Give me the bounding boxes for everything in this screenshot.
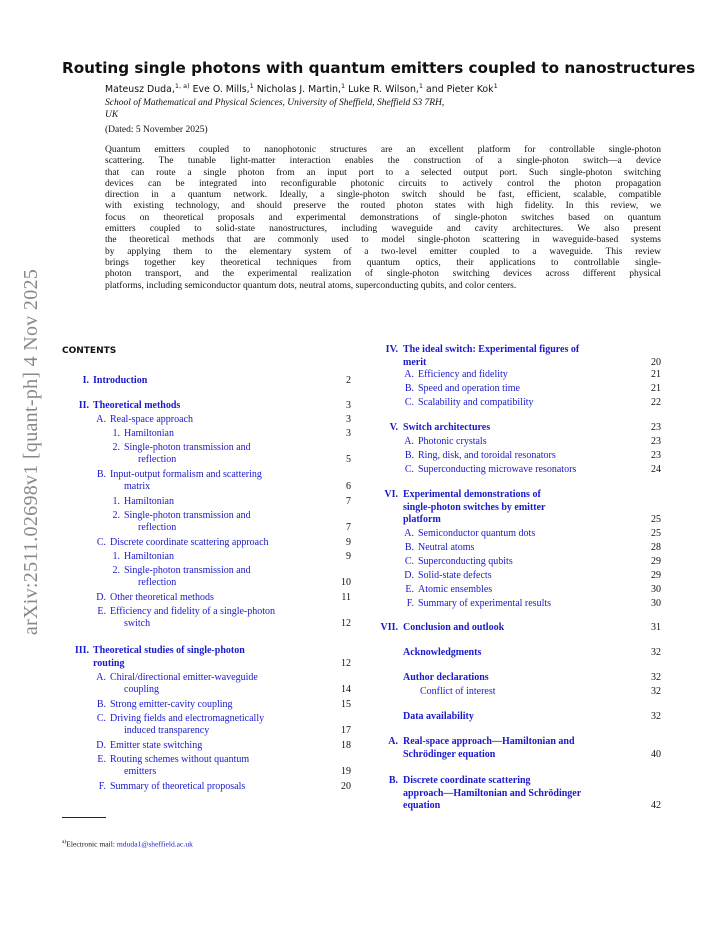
abstract-line: by applying them to the elementary system of a two-level emitter coupled to a waveguide. This review [105, 246, 661, 257]
toc-entry-title[interactable]: Input-output formalism and scattering [110, 469, 262, 480]
toc-entry-title[interactable]: reflection [138, 454, 177, 465]
toc-entry-title[interactable]: merit [403, 356, 427, 368]
toc-entry-number[interactable]: B. [404, 450, 414, 461]
toc-page-number: 20 [341, 781, 351, 792]
author-name: Eve O. Mills, [192, 84, 250, 96]
toc-page-number: 3 [346, 428, 351, 439]
toc-entry-title[interactable]: Summary of theoretical proposals [110, 781, 246, 792]
toc-page-number: 29 [651, 570, 661, 581]
footnote-mark: a) [62, 839, 67, 845]
affiliation-mark: 1 [493, 82, 498, 90]
toc-page-number: 17 [341, 725, 351, 736]
toc-entry-title[interactable]: coupling [124, 684, 159, 695]
toc-entry-title[interactable]: Single-photon transmission and [124, 510, 251, 521]
author-name: and Pieter Kok [426, 84, 494, 96]
toc-entry-number[interactable]: VI. [384, 489, 398, 500]
toc-entry-number[interactable]: 2. [112, 510, 120, 521]
abstract-line: that can route a single photon from an input port to a selected output port. Such single-photon switching [105, 167, 661, 178]
toc-entry-number[interactable]: E. [97, 606, 106, 617]
toc-entry-title[interactable]: Hamiltonian [124, 496, 174, 507]
author-list [105, 82, 498, 95]
abstract-line: Quantum emitters coupled to nanophotonic structures are an excellent platform for controllable single-photon [105, 145, 661, 155]
toc-entry-title[interactable]: Discrete coordinate scattering approach [110, 537, 269, 548]
abstract-line: photon transport, and the experimental realization of single-photon switching devices across different physical [105, 269, 661, 280]
toc-entry-number[interactable]: C. [404, 397, 414, 408]
abstract-line: focus on theoretical proposals and experimental demonstrations of single-photon switches based on quantum [105, 212, 661, 223]
toc-page-number: 32 [651, 672, 661, 683]
toc-entry-number[interactable]: D. [96, 592, 106, 603]
toc-entry-title[interactable]: Solid-state defects [418, 570, 492, 581]
toc-entry-number[interactable]: 2. [112, 442, 120, 453]
toc-entry-title[interactable]: Real-space approach [110, 414, 194, 425]
toc-entry-title[interactable]: Routing schemes without quantum [110, 754, 250, 765]
toc-page-number: 15 [341, 699, 351, 710]
toc-page-number: 23 [651, 436, 661, 447]
toc-entry-title[interactable]: Data availability [403, 711, 474, 722]
toc-entry-title[interactable]: Photonic crystals [418, 436, 487, 447]
toc-page-number: 29 [651, 556, 661, 567]
toc-entry-title[interactable]: matrix [124, 481, 151, 492]
toc-page-number: 22 [651, 397, 661, 408]
toc-entry-title[interactable]: switch [124, 618, 151, 629]
affiliation-mark: 1, a) [174, 82, 190, 90]
toc-page-number: 32 [651, 647, 661, 658]
toc-page-number: 21 [651, 383, 661, 394]
toc-entry-number[interactable]: F. [98, 781, 106, 792]
toc-entry-number[interactable]: A. [96, 672, 106, 683]
toc-entry-title[interactable]: The ideal switch: Experimental figures of [403, 344, 580, 355]
toc-entry-title[interactable]: Acknowledgments [403, 647, 482, 658]
toc-page-number: 11 [341, 592, 351, 603]
toc-entry-title[interactable]: Real-space approach—Hamiltonian and [403, 736, 575, 747]
toc-page-number: 20 [651, 356, 661, 368]
toc-page-number: 9 [346, 551, 351, 562]
toc-entry-title[interactable]: Hamiltonian [124, 428, 174, 439]
toc-entry-number[interactable]: B. [96, 469, 106, 480]
affiliation-line: School of Mathematical and Physical Sciences, University of Sheffield, Sheffield S3 7RH, [105, 98, 445, 108]
toc-entry-title[interactable]: emitters [124, 766, 157, 777]
toc-entry-number[interactable]: I. [82, 375, 89, 386]
toc-page-number: 28 [651, 542, 661, 553]
abstract-line: emitters coupled to solid-state nanostructures, including waveguide and cavity architectures. We also present [105, 224, 661, 235]
toc-entry-number[interactable]: C. [96, 537, 106, 548]
toc-page-number: 24 [651, 464, 661, 475]
affiliation-mark: 1 [418, 82, 424, 90]
author-name: Luke R. Wilson, [348, 84, 419, 96]
toc-entry-number[interactable]: C. [96, 713, 106, 724]
toc-page-number: 25 [651, 528, 661, 539]
toc-entry-number[interactable]: II. [78, 400, 89, 411]
toc-entry-title[interactable]: single-photon switches by emitter [403, 501, 546, 513]
toc-page-number: 3 [346, 400, 351, 411]
toc-entry-title[interactable]: approach—Hamiltonian and Schrödinger [403, 787, 582, 799]
toc-entry-title[interactable]: Single-photon transmission and [124, 565, 251, 576]
abstract-line: the theoretical methods that are commonly used to model single-photon scattering in waveguide-based systems [105, 235, 661, 246]
toc-entry-number[interactable]: A. [404, 436, 414, 447]
toc-entry-number[interactable]: III. [74, 645, 89, 656]
toc-page-number: 32 [651, 686, 661, 697]
toc-entry-number[interactable]: IV. [385, 344, 398, 355]
abstract-line: brings together key theoretical techniques from quantum optics, their applications to controllable single- [105, 257, 661, 268]
toc-page-number: 30 [651, 584, 661, 595]
toc-entry-title[interactable]: Switch architectures [403, 422, 491, 433]
toc-entry-number[interactable]: B. [96, 699, 106, 710]
affiliation [105, 97, 585, 121]
date-line: (Dated: 5 November 2025) [105, 125, 208, 135]
toc-page-number: 18 [341, 740, 351, 751]
toc-entry-title[interactable]: Theoretical methods [93, 400, 181, 411]
toc-entry-title[interactable]: routing [93, 657, 125, 669]
abstract [105, 145, 661, 292]
toc-entry-number[interactable]: VII. [380, 622, 398, 633]
toc-page-number: 21 [651, 369, 661, 380]
toc-page-number: 3 [346, 414, 351, 425]
abstract-line: scattering. The tunable light-matter interaction enables the construction of a single-photon switch—a device [105, 156, 661, 167]
toc-entry-title[interactable]: Superconducting qubits [418, 556, 513, 567]
affiliation-mark: 1 [249, 82, 254, 90]
toc-entry-title[interactable]: Introduction [93, 375, 148, 386]
toc-page-number: 12 [341, 657, 351, 669]
email-link[interactable]: mduda1@sheffield.ac.uk [116, 839, 193, 849]
toc-entry-title[interactable]: Strong emitter-cavity coupling [110, 699, 233, 710]
contents-heading: CONTENTS [62, 346, 117, 356]
toc-entry-title[interactable]: Efficiency and fidelity [418, 369, 508, 380]
toc-entry-number[interactable]: B. [404, 542, 414, 553]
toc-page-number: 32 [651, 711, 661, 722]
abstract-line: direction in a quantum network. Ideally, a single-photon switch should be fast, efficient, scalable, compatible [105, 190, 661, 201]
toc-entry-title[interactable]: Ring, disk, and toroidal resonators [418, 450, 556, 461]
toc-page-number: 31 [651, 622, 661, 633]
toc-page-number: 23 [651, 422, 661, 433]
toc-page-number: 25 [651, 514, 661, 525]
toc-entry-number[interactable]: D. [404, 570, 414, 581]
toc-page-number: 30 [651, 598, 661, 609]
toc-page-number: 6 [346, 481, 351, 492]
toc-page-number: 14 [341, 684, 351, 695]
toc-entry-title[interactable]: Author declarations [403, 672, 489, 683]
toc-entry-title[interactable]: Neutral atoms [418, 542, 475, 553]
toc-entry-number[interactable]: A. [404, 369, 414, 380]
toc-entry-title[interactable]: Discrete coordinate scattering [403, 775, 531, 786]
toc-page-number: 5 [346, 454, 351, 465]
toc-entry-number[interactable]: 1. [112, 551, 120, 562]
toc-entry-number[interactable]: 2. [112, 565, 120, 576]
toc-entry-title[interactable]: Driving fields and electromagnetically [110, 713, 265, 724]
footnote [62, 839, 193, 849]
arxiv-stamp: arXiv:2511.02698v1 [quant-ph] 4 Nov 2025 [20, 268, 42, 636]
toc-page-number: 7 [346, 522, 351, 533]
toc-entry-title[interactable]: reflection [138, 577, 177, 588]
toc-page-number: 9 [346, 537, 351, 548]
footnote-divider [62, 817, 106, 818]
toc-entry-title[interactable]: Schrödinger equation [403, 748, 496, 760]
toc-entry-title[interactable]: induced transparency [124, 725, 210, 736]
abstract-line: platforms, including semiconductor quantum dots, neutral atoms, superconducting qubits, and color centers. [105, 280, 517, 291]
abstract-line: with existing technology, and should preserve the routed photon states with high fidelity. In this review, we [105, 201, 661, 212]
footnote-label: Electronic mail: [66, 839, 117, 849]
toc-entry-title[interactable]: Scalability and compatibility [418, 397, 534, 408]
toc-entry-number[interactable]: V. [389, 422, 398, 433]
author-name: Mateusz Duda, [105, 84, 175, 96]
toc-entry-number[interactable]: E. [97, 754, 106, 765]
toc-entry-title[interactable]: Hamiltonian [124, 551, 174, 562]
toc-page-number: 10 [341, 577, 351, 588]
toc-page-number: 2 [346, 375, 351, 386]
toc-entry-title[interactable]: Semiconductor quantum dots [418, 528, 536, 539]
toc-entry-number[interactable]: A. [96, 414, 106, 425]
toc-entry-number[interactable]: F. [406, 598, 414, 609]
paper-title: Routing single photons with quantum emitters coupled to nanostructures [62, 59, 696, 77]
affiliation-mark: 1 [340, 82, 346, 90]
toc-entry-title[interactable]: Atomic ensembles [418, 584, 493, 595]
author-name: Nicholas J. Martin, [256, 84, 341, 96]
toc-entry-title[interactable]: Other theoretical methods [110, 592, 214, 603]
toc-entry-number[interactable]: 1. [112, 496, 120, 507]
toc-entry-title[interactable]: reflection [138, 522, 177, 533]
toc-entry-title[interactable]: Speed and operation time [418, 383, 520, 394]
toc-entry-title[interactable]: Single-photon transmission and [124, 442, 251, 453]
toc-entry-title[interactable]: Conclusion and outlook [403, 622, 505, 633]
toc-page-number: 7 [346, 496, 351, 507]
toc-entry-number[interactable]: A. [388, 736, 398, 747]
abstract-line: devices can be integrated into reconfigurable photonic circuits to actively control the photon propagation [105, 178, 661, 189]
toc-entry-title[interactable]: Emitter state switching [110, 740, 203, 751]
toc-page-number: 23 [651, 450, 661, 461]
toc-page-number: 40 [651, 748, 661, 760]
toc-entry-number[interactable]: C. [404, 556, 414, 567]
toc-entry-title[interactable]: Efficiency and fidelity of a single-photon [110, 606, 276, 617]
toc-entry-title[interactable]: platform [403, 514, 441, 525]
toc-entry-title[interactable]: Summary of experimental results [418, 598, 552, 609]
toc-entry-number[interactable]: D. [96, 740, 106, 751]
toc-entry-title[interactable]: equation [403, 800, 441, 811]
toc-entry-title[interactable]: Conflict of interest [420, 686, 496, 697]
toc-page-number: 19 [341, 766, 351, 777]
toc-entry-number[interactable]: B. [404, 383, 414, 394]
toc-entry-number[interactable]: B. [388, 775, 398, 786]
toc-entry-number[interactable]: A. [404, 528, 414, 539]
toc-page-number: 42 [651, 800, 661, 811]
toc-entry-title[interactable]: Superconducting microwave resonators [418, 464, 577, 475]
toc-page-number: 12 [341, 618, 351, 629]
toc-entry-title[interactable]: Theoretical studies of single-photon [93, 645, 245, 656]
affiliation-line: UK [105, 110, 119, 120]
toc-entry-title[interactable]: Experimental demonstrations of [403, 489, 541, 500]
toc-entry-number[interactable]: E. [405, 584, 414, 595]
toc-entry-number[interactable]: 1. [112, 428, 120, 439]
toc-entry-number[interactable]: C. [404, 464, 414, 475]
toc-entry-title[interactable]: Chiral/directional emitter-waveguide [110, 672, 258, 683]
